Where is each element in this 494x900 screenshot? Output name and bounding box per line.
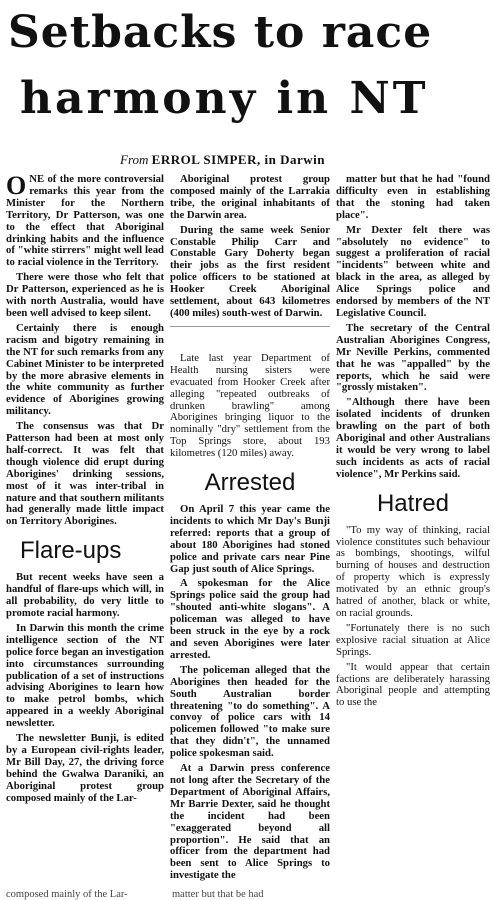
headline [6,0,490,132]
paragraph [6,171,164,269]
paragraph: On April 7 this year came the incidents to which Mr Day's Bunji referred: reports that a group of about 180 Aborigines had stoned police and private cars near Pine Gap just south of Alice Springs. [170,503,330,575]
headline-line-2: harmony in NT [20,73,429,124]
paragraph: There were those who felt that Dr Patterson, experienced as he is with north Australia, would have been well advised to keep silent. [6,271,164,319]
paragraph: "Fortunately there is no such explosive racial situation at Alice Springs. [336,621,490,658]
paragraph: The newsletter Bunji, is edited by a European civil-rights leader, Mr Bill Day, 27, the driving force behind the Gwalwa Daraniki, an Aboriginal protest group composed mainly of the Lar- [6,732,164,804]
paragraph: During the same week Senior Constable Philip Carr and Constable Gary Doherty began their jobs as the first resident police officers to be stationed at Hooker Creek Aboriginal settlement, about 643 kilometres (400 miles) south-west of Darwin. [170,223,330,319]
paragraph: "Although there have been isolated incidents of drunken brawling on the part of both Aboriginal and other Australians it would be very wrong to label such incidents as acts of racial violence", Mr Perkins said. [336,396,490,480]
paragraph: The secretary of the Central Australian Aborigines Congress, Mr Neville Perkins, commented that he was "appalled" by the reports, which he said were "grossly mistaken". [336,321,490,394]
paragraph: At a Darwin press conference not long after the Secretary of the Department of Aboriginal Affairs, Mr Barrie Dexter, said he thought the incident had been "exaggerated beyond all proportion". He said that an officer from the department had been sent to Alice Springs to investigate the [170,762,330,882]
article-column-1 [6,171,164,808]
headline-line-1: Setbacks to race [8,7,433,58]
byline-author: ERROL SIMPER, in Darwin [151,152,325,167]
paragraph: "To my way of thinking, racial violence constitutes such behaviour as bombings, shootings, wilful burning of houses and destruction of property which is expressly motivated by an ethnic group's hatred of another, black or white, on racial grounds. [336,523,490,619]
paragraph: In Darwin this month the crime intelligence section of the NT police force began an investigation into circumstances surrounding publication of a set of instructions advising Aborigines to learn how to make petrol bombs, which appeared in a weekly Aboriginal newsletter. [6,621,164,730]
paragraph: But recent weeks have seen a handful of flare-ups which will, in all probability, do very little to promote racial harmony. [6,571,164,619]
paragraph: matter but that he had "found difficulty even in establishing that the stoning had taken place". [336,173,490,221]
paragraph: Mr Dexter felt there was "absolutely no evidence" to suggest a proliferation of racial "incidents" between white and black in the area, as alleged by Alice Springs police and endorsed by members of the NT Legislative Council. [336,223,490,319]
column-divider [170,326,330,343]
paragraph: Certainly there is enough racism and bigotry remaining in the NT for such remarks from any Cabinet Minister to be interpreted by the more abrasive elements in the white community as further evidence of Aborigines growing militancy. [6,321,164,418]
drop-cap: O [6,171,27,200]
article-column-2 [170,174,330,885]
cropped-bottom-text [0,889,494,900]
paragraph: Late last year Department of Health nursing sisters were evacuated from Hooker Creek after alleging "repeated outbreaks of drunken brawling" among Aborigines bringing liquor to the nominally "dry" settlement from the Top Springs store, about 193 kilometres (120 miles) away. [170,351,330,460]
paragraph-text: NE of the more controversial remarks this year from the Minister for the Northern Territory, Dr Patterson, was one to the effect that Aboriginal drinking habits and the influence of "white stirrers" might well lead to racial violence in the Territory. [6,173,164,269]
subheading-hatred: Hatred [376,489,450,517]
paragraph: Aboriginal protest group composed mainly of the Larrakia tribe, the original inhabitants of the Darwin area. [170,173,330,221]
subheading-arrested: Arrested [204,469,296,497]
article-column-3 [336,174,490,712]
paragraph: "It would appear that certain factions are deliberately harassing Aboriginal people and attempting to use the [336,660,490,709]
paragraph: The consensus was that Dr Patterson had been at most only half-correct. It was felt that though violence did erupt during Aborigines' drinking sessions, most of it was inter-tribal in nature and that southern militants had generally made little impact on Territory Aborigines. [6,420,164,528]
paragraph: The policeman alleged that the Aborigines then headed for the South Australian border threatening "to do something". A convoy of police cars with 14 policemen followed "to make sure that they didn't", the unnamed police spokesman said. [170,663,330,760]
paragraph: A spokesman for the Alice Springs police said the group had "shouted anti-white slogans". A policeman was alleged to have been struck in the eye by a rock and seven Aborigines were later arrested. [170,577,330,661]
subheading-flare-ups: Flare-ups [20,537,122,565]
byline [120,152,460,168]
cropped-text-left: composed mainly of the Lar- [6,889,128,900]
byline-prefix: From [120,152,149,167]
cropped-text-middle: matter but that be had [172,889,264,900]
